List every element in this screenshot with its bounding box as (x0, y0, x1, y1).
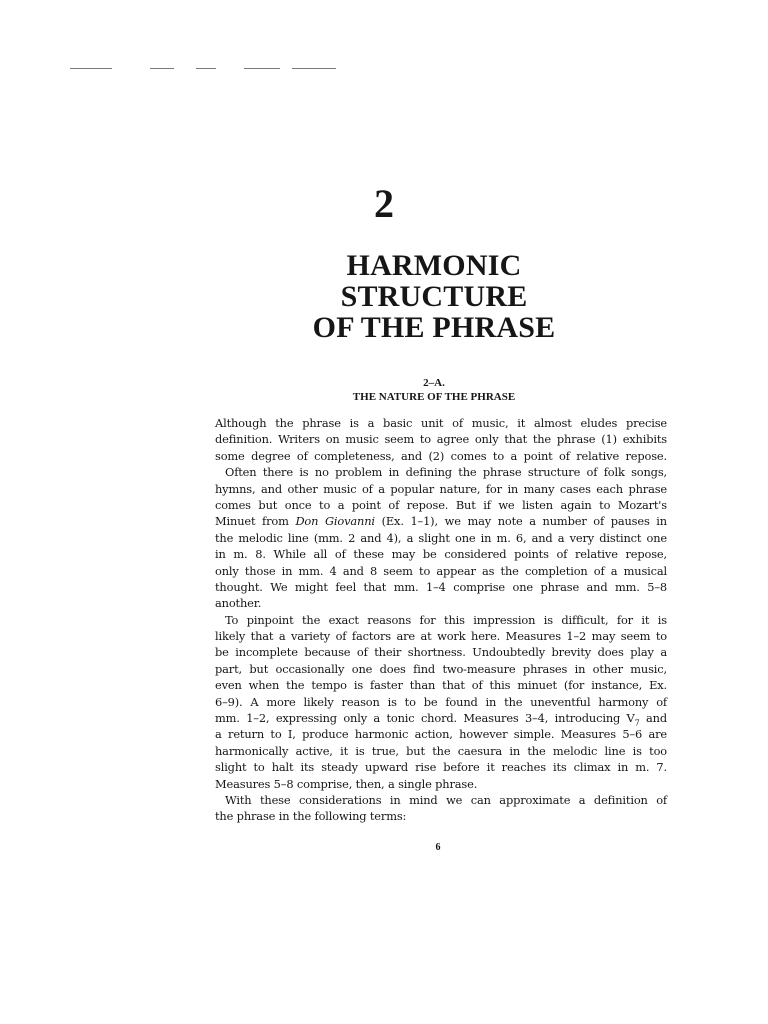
text-line: a return to I, produce harmonic action, however simple. Measures 5–6 are (215, 727, 667, 742)
text-line: With these considerations in mind we can approximate a definition of (225, 792, 667, 807)
text-line: likely that a variety of factors are at work here. Measures 1–2 may seem to (215, 629, 667, 644)
text-line: the melodic line (mm. 2 and 4), a slight one in m. 6, and a very distinct one (215, 530, 667, 545)
text-line: be incomplete because of their shortness. Undoubtedly brevity does play a (215, 645, 667, 660)
text-line: hymns, and other music of a popular nature, for in many cases each phrase (215, 481, 667, 496)
text-line: 6–9). A more likely reason is to be found in the uneventful harmony of (215, 694, 667, 709)
text-line: definition. Writers on music seem to agree only that the phrase (1) exhibits (215, 432, 667, 447)
text-line: in m. 8. While all of these may be considered points of relative repose, (215, 547, 667, 562)
text-line: Often there is no problem in defining the phrase structure of folk songs, (225, 465, 667, 480)
chapter-title-line: OF THE PHRASE (312, 311, 556, 344)
text-line: the phrase in the following terms: (215, 809, 407, 824)
text-line: harmonically active, it is true, but the caesura in the melodic line is too (215, 743, 667, 758)
chapter-number: 2 (374, 181, 394, 226)
text-line: another. (215, 596, 262, 611)
text-line: part, but occasionally one does find two-measure phrases in other music, (215, 661, 667, 676)
text-line: only those in mm. 4 and 8 seem to appear as the completion of a musical (215, 563, 667, 578)
text-line: even when the tempo is faster than that of this minuet (for instance, Ex. (215, 678, 667, 693)
text-line: comes but once to a point of repose. But if we listen again to Mozart's (215, 497, 667, 512)
text-line: Although the phrase is a basic unit of music, it almost eludes precise (215, 416, 667, 430)
text-line: Measures 5–8 comprise, then, a single phrase. (215, 776, 478, 791)
text-line: some degree of completeness, and (2) comes to a point of relative repose. (215, 448, 667, 463)
text-line: Minuet from Don Giovanni (Ex. 1–1), we may note a number of pauses in (215, 514, 667, 529)
section-number: 2–A. (423, 377, 445, 389)
scan-artifact-lines (70, 68, 340, 72)
italic-title: Don Giovanni (295, 514, 375, 529)
text-line: thought. We might feel that mm. 1–4 comprise one phrase and mm. 5–8 (215, 579, 667, 594)
text-line: To pinpoint the exact reasons for this impression is difficult, for it is (225, 612, 667, 627)
section-title: THE NATURE OF THE PHRASE (352, 391, 516, 403)
chapter-title (0, 250, 768, 343)
chapter-title-line: HARMONIC (346, 249, 522, 282)
page-number: 6 (435, 842, 441, 853)
subscript: 7 (634, 718, 640, 728)
body-text (215, 415, 667, 825)
text-line: mm. 1–2, expressing only a tonic chord. Measures 3–4, introducing $V_7$ and (215, 711, 667, 728)
chapter-title-line: STRUCTURE (340, 280, 528, 313)
text-line: slight to halt its steady upward rise before it reaches its climax in m. 7. (215, 760, 667, 775)
